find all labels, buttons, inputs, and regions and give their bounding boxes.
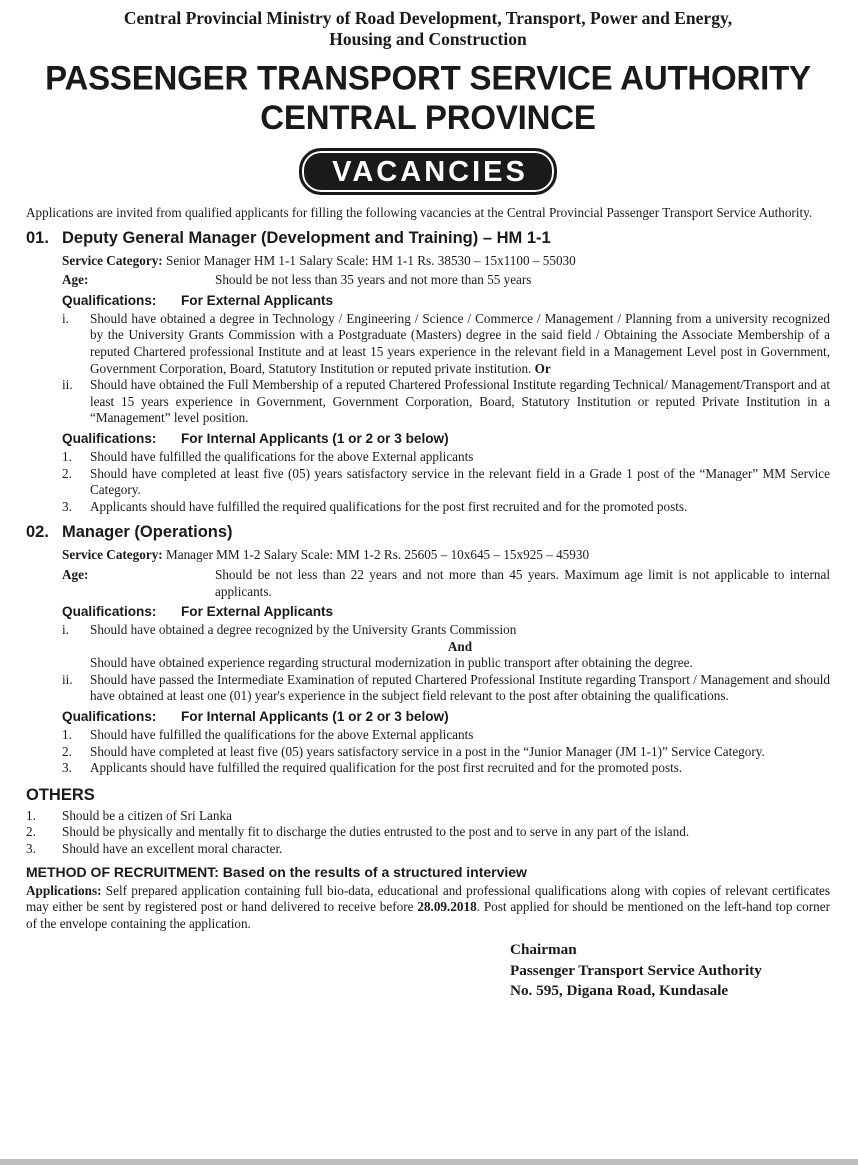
- list-item: [26, 841, 830, 858]
- post-1-internal-list: [26, 449, 830, 515]
- item-marker: 1.: [62, 448, 72, 464]
- applications-label: Applications:: [26, 882, 102, 898]
- item-text: Should have obtained the Full Membership of a reputed Chartered Professional Institute regarding Technical/ Management/Transport and at least 15 years experience in Government, Government Corporation, Board, Statutory Institution or reputed Private Institution in a “Management” level position.: [90, 377, 830, 426]
- item-text: Should have completed at least five (05) years satisfactory service in a post in the “Junior Manager (JM 1-1)” Service Category.: [90, 743, 765, 759]
- item-marker: 2.: [26, 824, 36, 840]
- post-1-title-text: Deputy General Manager (Development and Training) – HM 1-1: [62, 228, 551, 247]
- and-connector: And: [447, 638, 473, 654]
- item-marker: i.: [62, 622, 69, 638]
- authority-line-1: PASSENGER TRANSPORT SERVICE AUTHORITY: [45, 58, 811, 97]
- post-2-title-text: Manager (Operations): [62, 523, 233, 542]
- post-2-number: 02.: [26, 523, 49, 542]
- service-category-value: Manager MM 1-2 Salary Scale: MM 1-2 Rs. 25605 – 10x645 – 15x925 – 45930: [166, 547, 590, 563]
- ministry-heading: [26, 8, 830, 50]
- item-text: Should have fulfilled the qualifications for the above External applicants: [90, 448, 474, 464]
- list-item: [26, 744, 830, 761]
- applications-text-1: Self prepared application containing full bio-data, educational and professional qualifications along with copies of relevant certificates may either be sent by registered post or hand delivered to receive before: [26, 882, 830, 915]
- item-marker: 1.: [62, 727, 72, 743]
- post-1-age: [62, 272, 830, 289]
- age-label: Age:: [62, 272, 89, 288]
- post-2-service-category: [62, 547, 830, 564]
- item-text: Applicants should have fulfilled the required qualification for the post first recruited and for the promoted posts.: [90, 760, 683, 776]
- list-item: [26, 311, 830, 377]
- list-item: [26, 622, 830, 639]
- qualifications-label: Qualifications:: [62, 709, 157, 725]
- signature-address: No. 595, Digana Road, Kundasale: [510, 982, 729, 1000]
- signature-title: Chairman: [510, 941, 577, 959]
- item-text: Should have obtained a degree in Technology / Engineering / Science / Commerce / Management / Planning from a university recognized by the University Grants Commission with a Postgraduate (Masters) degree in the said field / Obtaining the Associate Membership of a reputed Chartered professional Institute and at least 15 years experience in the relevant field in a Management Level post in Government, Government Corporation, Board, Statutory Institution or reputed private institution.: [90, 310, 830, 376]
- item-marker: 3.: [62, 498, 72, 514]
- item-text: Should be a citizen of Sri Lanka: [62, 807, 232, 823]
- qualifications-label: Qualifications:: [62, 292, 157, 308]
- ministry-line-2: Housing and Construction: [329, 29, 527, 49]
- item-marker: 3.: [26, 841, 36, 857]
- signature-block: [510, 940, 830, 1002]
- age-value: Should be not less than 22 years and not more than 45 years. Maximum age limit is not applicable to internal applicants.: [215, 566, 830, 599]
- service-category-label: Service Category:: [62, 547, 163, 563]
- ministry-line-1: Central Provincial Ministry of Road Development, Transport, Power and Energy,: [123, 8, 733, 28]
- item-marker: 3.: [62, 760, 72, 776]
- post-2-internal-list: [26, 727, 830, 777]
- item-text: Applicants should have fulfilled the required qualifications for the post first recruited and for the promoted posts.: [90, 498, 688, 514]
- post-1-title: [26, 228, 830, 249]
- external-applicants-title: For External Applicants: [181, 604, 334, 620]
- list-item: [26, 449, 830, 466]
- post-1-external-heading: [62, 292, 830, 310]
- authority-heading: [26, 58, 830, 137]
- qualifications-label: Qualifications:: [62, 604, 157, 620]
- vacancies-banner: VACANCIES: [299, 148, 557, 195]
- authority-line-2: CENTRAL PROVINCE: [260, 98, 596, 137]
- item-text: Should have fulfilled the qualifications for the above External applicants: [90, 727, 474, 743]
- service-category-label: Service Category:: [62, 252, 163, 268]
- qualifications-label: Qualifications:: [62, 430, 157, 446]
- item-marker: 2.: [62, 465, 72, 481]
- item-marker: i.: [62, 310, 69, 326]
- list-item: [26, 808, 830, 825]
- item-marker: ii.: [62, 671, 73, 687]
- applications-text-2: . Post applied for should be mentioned on the left-hand top corner of the envelope containing the application.: [26, 899, 830, 931]
- internal-applicants-title: For Internal Applicants (1 or 2 or 3 below): [181, 709, 449, 725]
- item-text: Should be physically and mentally fit to discharge the duties entrusted to the post and to serve in any part of the island.: [62, 824, 690, 840]
- age-label: Age:: [62, 566, 89, 582]
- item-text: Should have obtained a degree recognized by the University Grants Commission: [90, 622, 517, 638]
- post-1-service-category: [62, 253, 830, 270]
- intro-paragraph: Applications are invited from qualified applicants for filling the following vacancies at the Central Provincial Passenger Transport Service Authority.: [26, 205, 813, 220]
- service-category-value: Senior Manager HM 1-1 Salary Scale: HM 1-1 Rs. 38530 – 15x1100 – 55030: [166, 252, 576, 268]
- bottom-rule: [0, 1159, 858, 1165]
- post-2-external-list-cont: [26, 672, 830, 705]
- list-item: [26, 499, 830, 516]
- list-item: [26, 727, 830, 744]
- item-marker: ii.: [62, 377, 73, 393]
- item-text: Should have passed the Intermediate Examination of reputed Chartered Professional Institute regarding Transport / Management and should have obtained at least one (01) year's experience in the subject field relevant to the post after obtaining the qualifications.: [90, 671, 830, 704]
- vacancies-banner-wrap: [26, 148, 830, 195]
- list-item: [26, 760, 830, 777]
- post-1-number: 01.: [26, 228, 49, 247]
- post-2-internal-heading: [62, 708, 830, 726]
- item-text: Should have an excellent moral character.: [62, 841, 283, 857]
- post-2-title: [26, 522, 830, 543]
- post-2-external-heading: [62, 603, 830, 621]
- list-item: [26, 377, 830, 427]
- signature-organisation: Passenger Transport Service Authority: [510, 961, 762, 979]
- age-value: Should be not less than 35 years and not more than 55 years: [215, 272, 532, 288]
- item-marker: 1.: [26, 807, 36, 823]
- post-1-internal-heading: [62, 430, 830, 448]
- applications-paragraph: [26, 883, 830, 933]
- list-item: [26, 672, 830, 705]
- post-2-external-list: [26, 622, 830, 639]
- closing-date: 28.09.2018: [417, 899, 477, 915]
- internal-applicants-title: For Internal Applicants (1 or 2 or 3 below): [181, 430, 449, 446]
- list-item: [26, 466, 830, 499]
- or-connector: Or: [534, 360, 551, 376]
- method-of-recruitment: METHOD OF RECRUITMENT: Based on the results of a structured interview: [26, 863, 527, 880]
- item-continuation: Should have obtained experience regarding structural modernization in public transport after obtaining the degree.: [90, 655, 693, 671]
- others-heading: OTHERS: [26, 785, 95, 804]
- item-marker: 2.: [62, 743, 72, 759]
- post-1-external-list: [26, 311, 830, 427]
- item-text: Should have completed at least five (05) years satisfactory service in the relevant field in a Grade 1 post of the “Manager” MM Service Category.: [90, 465, 830, 498]
- post-2-age: [62, 567, 830, 600]
- external-applicants-title: For External Applicants: [181, 292, 334, 308]
- others-list: [26, 808, 830, 858]
- list-item: [26, 824, 830, 841]
